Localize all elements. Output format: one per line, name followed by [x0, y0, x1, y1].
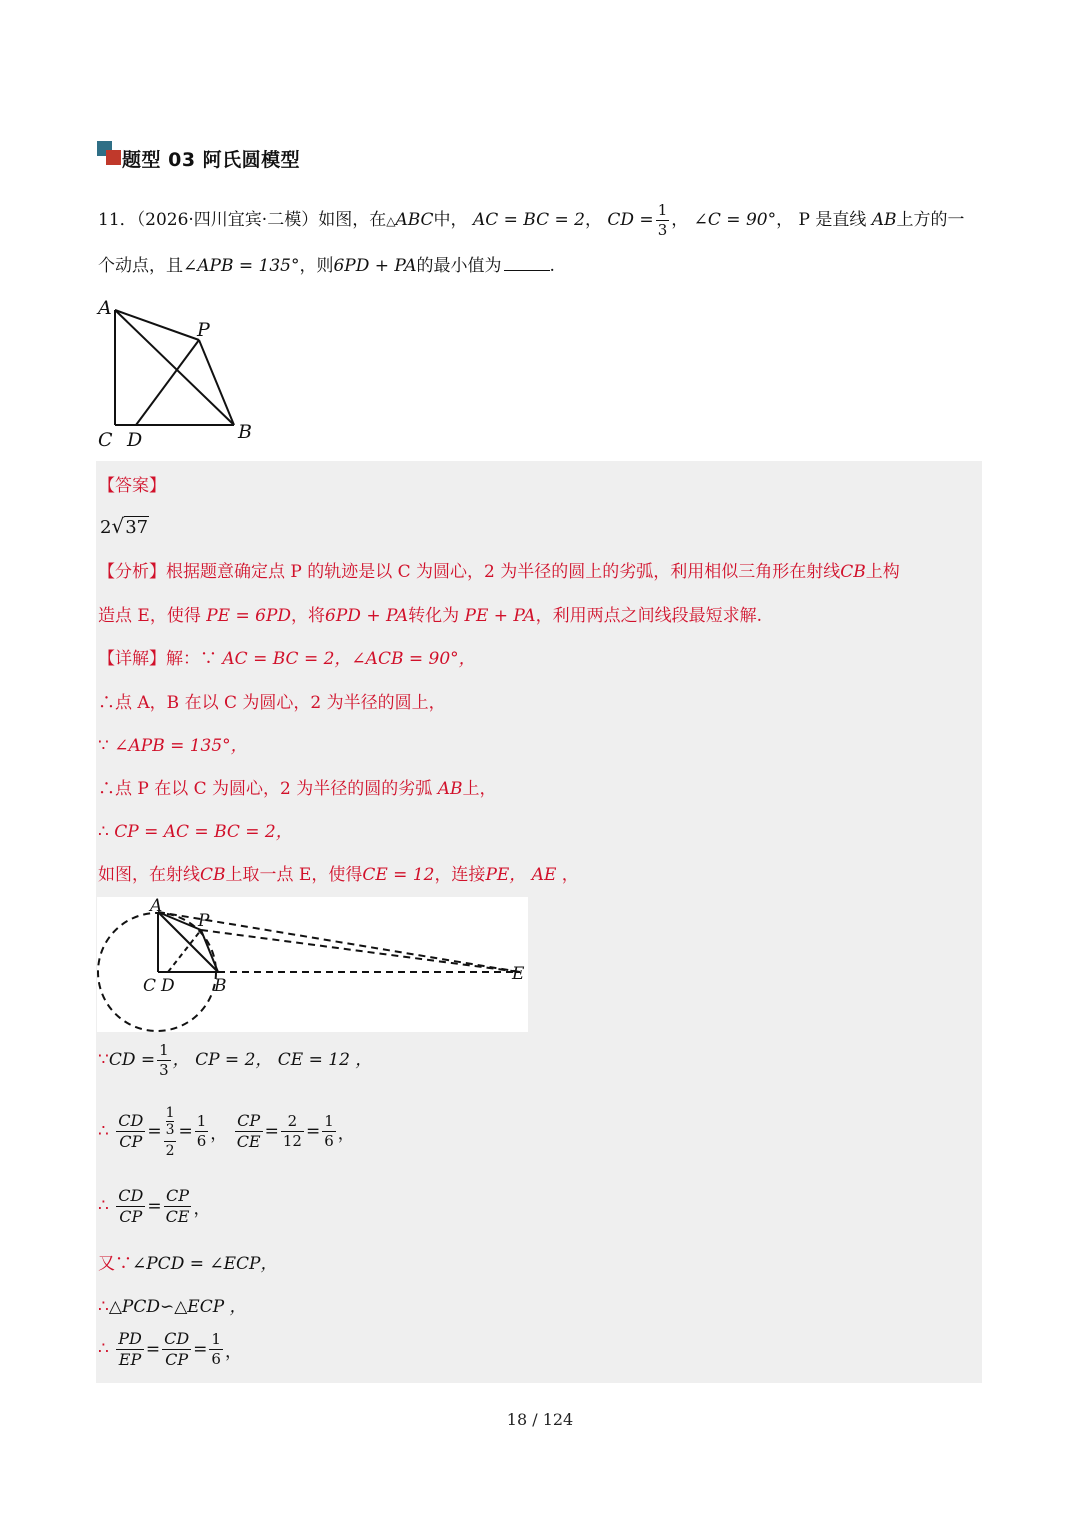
detail-line-6: 如图，在射线CB上取一点 E，使得CE = 12，连接PE， AE ，	[98, 865, 579, 885]
detail-line-1: 【详解】解：∵ AC = BC = 2，∠ACB = 90°，	[98, 649, 476, 669]
detail-line-9: ∴ $\frac{CD}{CP}$ = $\frac{CP}{CE}$ ，	[98, 1186, 211, 1226]
answer-value: 2√37	[100, 514, 149, 538]
detail-line-12: ∴ $\frac{PD}{EP}$ = $\frac{CD}{CP}$ = $\frac{1}{6}$ ，	[98, 1329, 242, 1369]
analysis-line-1: 【分析】根据题意确定点 P 的轨迹是以 C 为圆心，2 为半径的圆上的劣弧，利用相似三角形在射线CB上构	[98, 562, 900, 582]
label-p: P	[197, 319, 210, 341]
analysis-line-2: 造点 E，使得 PE = 6PD，将6PD + PA转化为 PE + PA，利用两点之间线段最短求解.	[98, 606, 762, 626]
fig2-label-b: B	[214, 976, 227, 996]
detail-line-4: ∴点 P 在以 C 为圆心，2 为半径的圆的劣弧 AB上，	[98, 779, 497, 799]
label-a: A	[98, 297, 112, 319]
answer-blank	[504, 270, 550, 271]
label-c: C	[98, 429, 113, 451]
page-number: 18 / 124	[506, 1410, 574, 1429]
figure-triangle	[94, 292, 264, 452]
fig2-label-d: D	[161, 976, 175, 996]
section-title: 题型 03 阿氏圆模型	[122, 149, 301, 171]
label-d: D	[127, 429, 143, 451]
figure-circle-construction	[97, 897, 528, 1032]
detail-line-10: 又∵∠PCD = ∠ECP，	[98, 1254, 278, 1274]
detail-line-2: ∴点 A，B 在以 C 为圆心，2 为半径的圆上，	[98, 693, 446, 713]
detail-line-8: ∴ $\frac{CD}{CP}$ = 1 3 2 = $\frac{1}{6}$ ， $\frac{CP}{CE}$ = $\frac{2}{12}$ = $\frac{1}{6}$ ，	[98, 1105, 355, 1159]
fig2-label-c: C	[143, 976, 157, 996]
problem-line-2: 个动点，且∠APB = 135°，则6PD + PA的最小值为 .	[98, 256, 555, 276]
detail-line-11: ∴△PCD∽△ECP ，	[98, 1297, 247, 1317]
answer-tag: 【答案】	[98, 476, 166, 496]
label-b: B	[238, 421, 252, 443]
fig2-label-p: P	[198, 911, 210, 931]
section-icon	[97, 141, 121, 165]
problem-line-1: 11．（2026·四川宜宾·二模）如图，在△ABC中， AC = BC = 2， CD = $\frac{1}{3}$ ， ∠C = 90°， P 是直线 AB上方的一	[98, 201, 965, 239]
fig2-label-e: E	[512, 964, 525, 984]
detail-line-3: ∵ ∠APB = 135°，	[98, 736, 248, 756]
fig2-label-a: A	[150, 897, 163, 916]
detail-line-5: ∴ CP = AC = BC = 2，	[98, 822, 293, 842]
detail-line-7: ∵CD = $\frac{1}{3}$ ， CP = 2， CE = 12 ，	[98, 1041, 373, 1079]
